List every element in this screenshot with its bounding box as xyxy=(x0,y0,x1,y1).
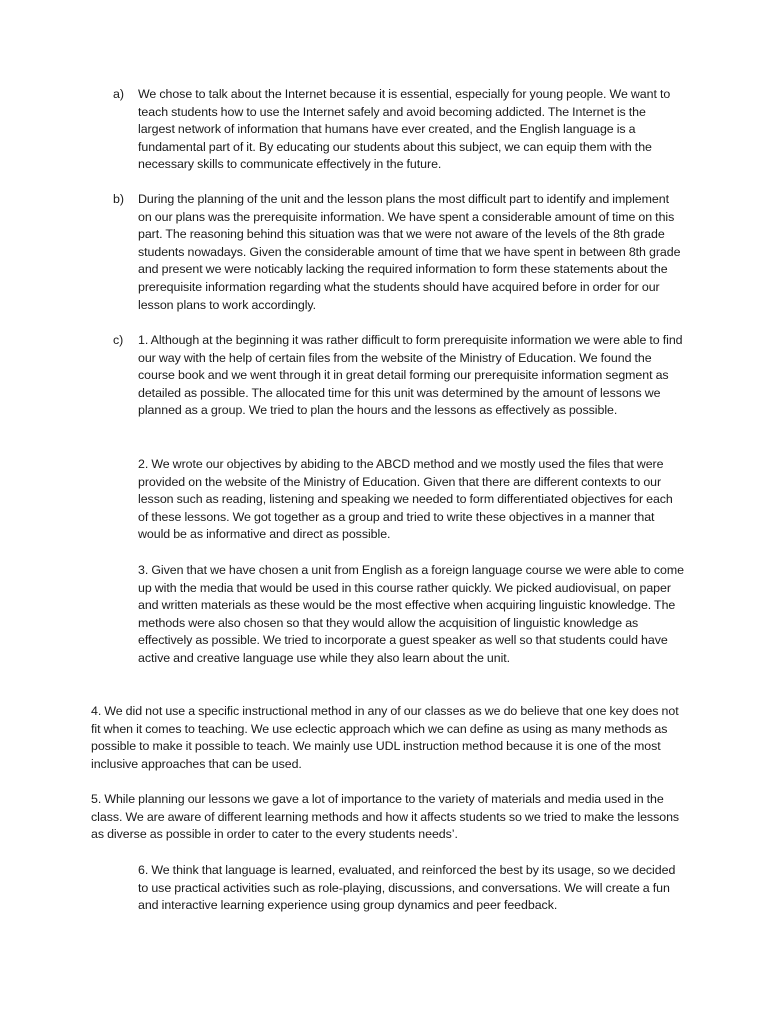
list-marker-a: a) xyxy=(113,87,124,101)
paragraph-instructional-method: 4. We did not use a specific instructional method in any of our classes as we do believe that one key does not fit when it comes to teaching. We use eclectic approach which we can define as using as many methods as possible to make it possible to teach. We mainly use UDL instruction method because it is one of the most inclusive approaches that can be used. xyxy=(91,704,679,771)
list-marker-b: b) xyxy=(113,192,124,206)
list-item-b xyxy=(113,191,685,314)
paragraph-objectives: 2. We wrote our objectives by abiding to the ABCD method and we mostly used the files that were provided on the website of the Ministry of Education. Given that there are different contexts to our lesson such as reading, listening and speaking we needed to form differentiated objectives for each of these lessons. We got together as a group and tried to write these objectives in a manner that would be as informative and direct as possible. xyxy=(138,457,673,542)
list-marker-c: c) xyxy=(113,333,124,347)
list-item-a-text: We chose to talk about the Internet because it is essential, especially for young people. We want to teach students how to use the Internet safely and avoid becoming addicted. The Internet is the largest network of information that humans have ever created, and the English language is a fundamental part of it. By educating our students about this subject, we can equip them with the necessary skills to communicate effectively in the future. xyxy=(138,87,671,172)
list-item-c xyxy=(113,332,685,420)
list-item-c-text: 1. Although at the beginning it was rather difficult to form prerequisite information we were able to find our way with the help of certain files from the website of the Ministry of Education. We found the course book and we went through it in great detail forming our prerequisite information segment as detailed as possible. The allocated time for this unit was determined by the amount of lessons we planned as a group. We tried to plan the hours and the lessons as effectively as possible. xyxy=(138,333,683,418)
list-item-b-text: During the planning of the unit and the lesson plans the most difficult part to identify and implement on our plans was the prerequisite information. We have spent a considerable amount of time on this part. The reasoning behind this situation was that we were not aware of the levels of the 8th grade students nowadays. Given the considerable amount of time that we have spent in between 8th grade and present we were noticably lacking the required information to form these statements about the prerequisite information regarding what the students should have acquired before in order for our lesson plans to work accordingly. xyxy=(138,192,681,312)
paragraph-media: 3. Given that we have chosen a unit from English as a foreign language course we were able to come up with the media that would be used in this course rather quickly. We picked audiovisual, on paper and written materials as these would be the most effective when acquiring linguistic knowledge. The methods were also chosen so that they would allow the acquisition of linguistic knowledge as effectively as possible. We tried to incorporate a guest speaker as well so that students could have active and creative language use while they also learn about the unit. xyxy=(138,563,684,665)
paragraph-materials-variety: 5. While planning our lessons we gave a lot of importance to the variety of materials and media used in the class. We are aware of different learning methods and how it affects students so we tried to make the lessons as diverse as possible in order to cater to the every students needs’. xyxy=(91,792,680,842)
list-item-a xyxy=(113,86,685,174)
paragraph-practical-activities: 6. We think that language is learned, evaluated, and reinforced the best by its usage, so we decided to use practical activities such as role-playing, discussions, and conversations. We will create a fun and interactive learning experience using group dynamics and peer feedback. xyxy=(138,863,676,913)
